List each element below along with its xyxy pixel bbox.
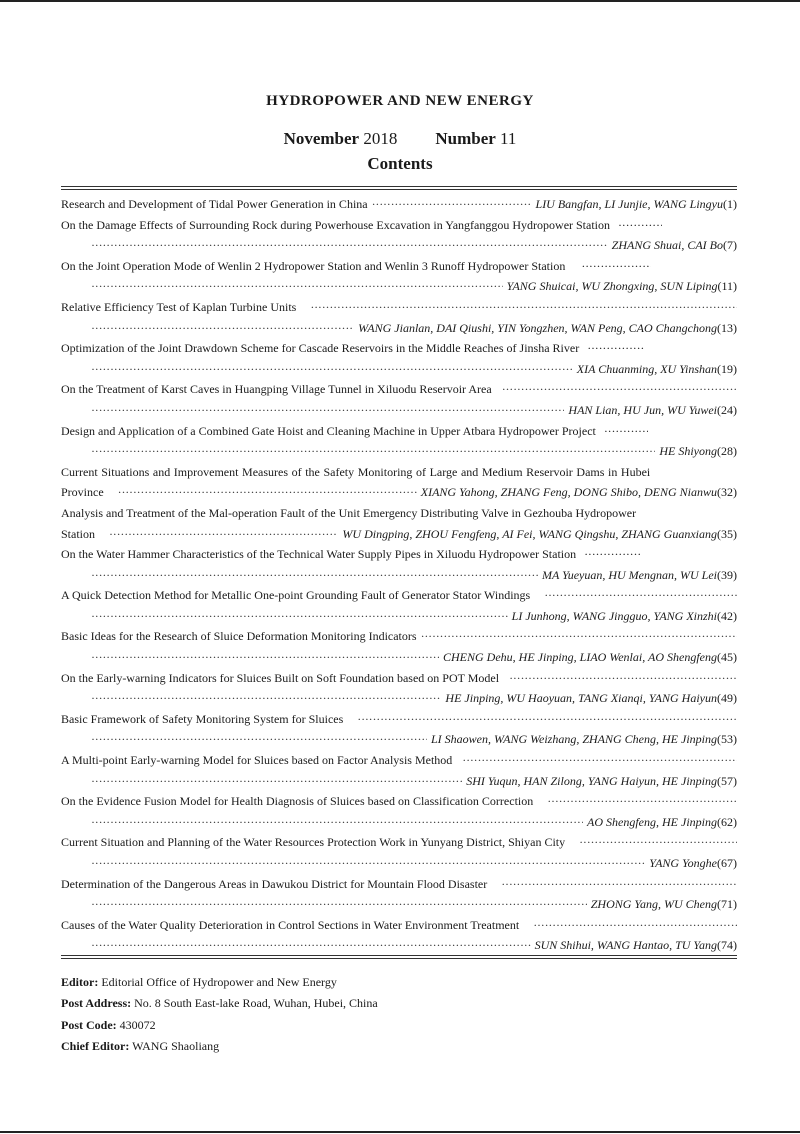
toc-entry[interactable] (61, 668, 737, 709)
entry-title: On the Joint Operation Mode of Wenlin 2 Hydropower Station and Wenlin 3 Runoff Hydropower Station (61, 258, 566, 273)
leader-dots (604, 421, 648, 442)
address-label: Post Address: (61, 996, 132, 1011)
entry-page: (7) (723, 238, 737, 253)
entry-page: (1) (723, 197, 737, 211)
page-bottom-border (0, 1131, 800, 1133)
toc-entry[interactable] (61, 915, 737, 956)
toc-entry[interactable] (61, 462, 737, 503)
toc-entry[interactable] (61, 874, 737, 915)
leader-dots (109, 524, 338, 545)
entry-authors: LIU Bangfan, LI Junjie, WANG Lingyu (535, 197, 723, 211)
entry-title: A Quick Detection Method for Metallic One-point Grounding Fault of Generator Stator Windings (61, 588, 531, 603)
entry-authors: XIANG Yahong, ZHANG Feng, DONG Shibo, DENG Nianwu (420, 485, 717, 500)
entry-authors: SHI Yuqun, HAN Zilong, YANG Haiyun, HE Jinping (466, 773, 717, 788)
entry-authors: HE Shiyong (659, 444, 717, 459)
journal-title: HYDROPOWER AND NEW ENERGY (266, 93, 534, 109)
leader-dots (581, 256, 651, 277)
entry-title: A Multi-point Early-warning Model for Sluices based on Factor Analysis Method (61, 753, 453, 768)
editor-value: Editorial Office of Hydropower and New Energy (101, 975, 337, 989)
entry-title: Current Situations and Improvement Measures of the Safety Monitoring of Large and Medium Reservoir Dams in Hubei (61, 464, 651, 479)
leader-dots (372, 194, 532, 215)
toc-entry[interactable] (61, 297, 737, 338)
entry-authors: ZHONG Yang, WU Cheng (590, 897, 717, 912)
entry-page: (28) (717, 444, 737, 459)
page-top-border (0, 0, 800, 2)
chief-editor-label: Chief Editor: (61, 1038, 130, 1053)
toc-entry[interactable] (61, 256, 737, 297)
entry-title: Research and Development of Tidal Power Generation in China (61, 197, 368, 211)
toc-entry[interactable] (61, 709, 737, 750)
leader-dots (421, 626, 737, 647)
leader-dots (310, 297, 737, 318)
entry-authors: CHENG Dehu, HE Jinping, LIAO Wenlai, AO Shengfeng (443, 650, 717, 665)
entry-page: (57) (717, 773, 737, 788)
chief-editor-value: WANG Shaoliang (132, 1038, 220, 1053)
leader-dots (462, 750, 737, 771)
entry-title: On the Evidence Fusion Model for Health Diagnosis of Sluices based on Classification Correction (61, 794, 534, 809)
entry-authors: XIA Chuanming, XU Yinshan (576, 361, 717, 376)
editor-row (61, 972, 378, 993)
entry-page: (24) (717, 402, 737, 417)
toc-entry[interactable] (61, 194, 737, 215)
entry-page: (42) (717, 608, 737, 623)
leader-dots (91, 935, 531, 956)
entry-page: (13) (717, 320, 737, 335)
entry-title: On the Water Hammer Characteristics of the Technical Water Supply Pipes in Xiluodu Hydropower Station (61, 547, 577, 562)
header-rule-top (61, 186, 737, 187)
toc-entry[interactable] (61, 379, 737, 420)
leader-dots (91, 853, 645, 874)
entry-title: Relative Efficiency Test of Kaplan Turbine Units (61, 299, 297, 314)
leader-dots (584, 544, 642, 565)
entry-page: (35) (717, 526, 737, 541)
entry-authors: WANG Jianlan, DAI Qiushi, YIN Yongzhen, WAN Peng, CAO Changchong (358, 320, 717, 335)
entry-authors: SUN Shihui, WANG Hantao, TU Yang (534, 938, 717, 953)
toc-entry[interactable] (61, 585, 737, 626)
toc-entry[interactable] (61, 421, 737, 462)
leader-dots (91, 359, 573, 380)
entry-page: (71) (717, 897, 737, 912)
address-value: No. 8 South East-lake Road, Wuhan, Hubei, China (134, 996, 378, 1011)
leader-dots (501, 874, 737, 895)
entry-authors: YANG Yonghe (649, 856, 717, 870)
chief-editor-row (61, 1036, 378, 1057)
leader-dots (547, 791, 737, 812)
leader-dots (91, 318, 354, 339)
leader-dots (618, 215, 662, 236)
entry-title: Basic Framework of Safety Monitoring System for Sluices (61, 711, 344, 726)
toc-entry[interactable] (61, 750, 737, 791)
entry-authors: LI Shaowen, WANG Weizhang, ZHANG Cheng, HE Jinping (430, 732, 717, 747)
entry-title: Current Situation and Planning of the Water Resources Protection Work in Yunyang District, Shiyan City (61, 835, 566, 850)
leader-dots (91, 565, 538, 586)
entry-title: Analysis and Treatment of the Mal-operation Fault of the Unit Emergency Distributing Valve in Gezhouba Hydropower (61, 505, 637, 520)
entry-page: (62) (717, 814, 737, 829)
issue-number: 11 (500, 129, 517, 148)
entry-title-cont: Province (61, 485, 104, 500)
entry-title: Determination of the Dangerous Areas in Dawukou District for Mountain Flood Disaster (61, 876, 488, 891)
leader-dots (91, 441, 655, 462)
issue-month: November (283, 129, 360, 148)
postcode-label: Post Code: (61, 1017, 117, 1032)
postcode-row (61, 1015, 378, 1036)
leader-dots (91, 276, 503, 297)
toc-entry[interactable] (61, 544, 737, 585)
toc-entry[interactable] (61, 791, 737, 832)
entry-page: (67) (717, 856, 737, 870)
contents-heading: Contents (367, 154, 433, 173)
entry-authors: WU Dingping, ZHOU Fengfeng, AI Fei, WANG Qingshu, ZHANG Guanxiang (342, 526, 717, 541)
leader-dots (509, 668, 737, 689)
table-of-contents (61, 194, 737, 956)
entry-authors: HAN Lian, HU Jun, WU Yuwei (568, 402, 717, 417)
leader-dots (91, 729, 427, 750)
entry-title: On the Damage Effects of Surrounding Rock during Powerhouse Excavation in Yangfanggou Hydropower Station (61, 217, 611, 232)
footer-rule-top (61, 955, 737, 956)
entry-title: Design and Application of a Combined Gate Hoist and Cleaning Machine in Upper Atbara Hydropower Project (61, 423, 596, 438)
leader-dots (533, 915, 737, 936)
header-rule-bottom (61, 189, 737, 190)
entry-page: (11) (717, 279, 737, 294)
entry-page: (45) (717, 650, 737, 665)
leader-dots (91, 235, 608, 256)
entry-page: (49) (717, 691, 737, 706)
leader-dots (544, 585, 737, 606)
leader-dots (91, 606, 508, 627)
entry-page: (32) (717, 485, 737, 500)
entry-authors: LI Junhong, WANG Jingguo, YANG Xinzhi (511, 608, 717, 623)
leader-dots (579, 832, 737, 853)
leader-dots (587, 338, 645, 359)
leader-dots (118, 482, 417, 503)
entry-authors: HE Jinping, WU Haoyuan, TANG Xianqi, YANG Haiyun (445, 691, 717, 706)
entry-title: On the Early-warning Indicators for Sluices Built on Soft Foundation based on POT Model (61, 670, 500, 685)
leader-dots (91, 647, 439, 668)
address-row (61, 993, 378, 1014)
entry-title-cont: Station (61, 526, 96, 541)
entry-page: (74) (717, 938, 737, 953)
leader-dots (91, 688, 441, 709)
postcode-value: 430072 (119, 1017, 156, 1032)
issue-number-label: Number (435, 129, 496, 148)
entry-authors: AO Shengfeng, HE Jinping (587, 814, 717, 829)
entry-page: (53) (717, 732, 737, 747)
entry-page: (19) (717, 361, 737, 376)
toc-entry[interactable] (61, 832, 737, 873)
leader-dots (357, 709, 737, 730)
editor-label: Editor: (61, 975, 99, 989)
entry-page: (39) (717, 567, 737, 582)
entry-title: Causes of the Water Quality Deterioration in Control Sections in Water Environment Treatment (61, 917, 520, 932)
footer-rule-bottom (61, 958, 737, 959)
entry-title: Optimization of the Joint Drawdown Scheme for Cascade Reservoirs in the Middle Reaches of Jinsha River (61, 341, 580, 356)
entry-authors: YANG Shuicai, WU Zhongxing, SUN Liping (506, 279, 718, 294)
leader-dots (91, 400, 564, 421)
issue-line (0, 129, 800, 149)
toc-entry[interactable] (61, 626, 737, 667)
toc-entry[interactable] (61, 338, 737, 379)
issue-year: 2018 (363, 129, 398, 148)
toc-entry[interactable] (61, 503, 737, 544)
leader-dots (91, 894, 587, 915)
entry-title: On the Treatment of Karst Caves in Huangping Village Tunnel in Xiluodu Reservoir Area (61, 382, 492, 397)
entry-authors: ZHANG Shuai, CAI Bo (611, 238, 723, 253)
leader-dots (502, 379, 737, 400)
entry-title: Basic Ideas for the Research of Sluice Deformation Monitoring Indicators (61, 629, 417, 644)
entry-authors: MA Yueyuan, HU Mengnan, WU Lei (542, 567, 717, 582)
masthead-info (61, 972, 378, 1057)
leader-dots (91, 812, 583, 833)
toc-entry[interactable] (61, 215, 737, 256)
leader-dots (91, 771, 462, 792)
